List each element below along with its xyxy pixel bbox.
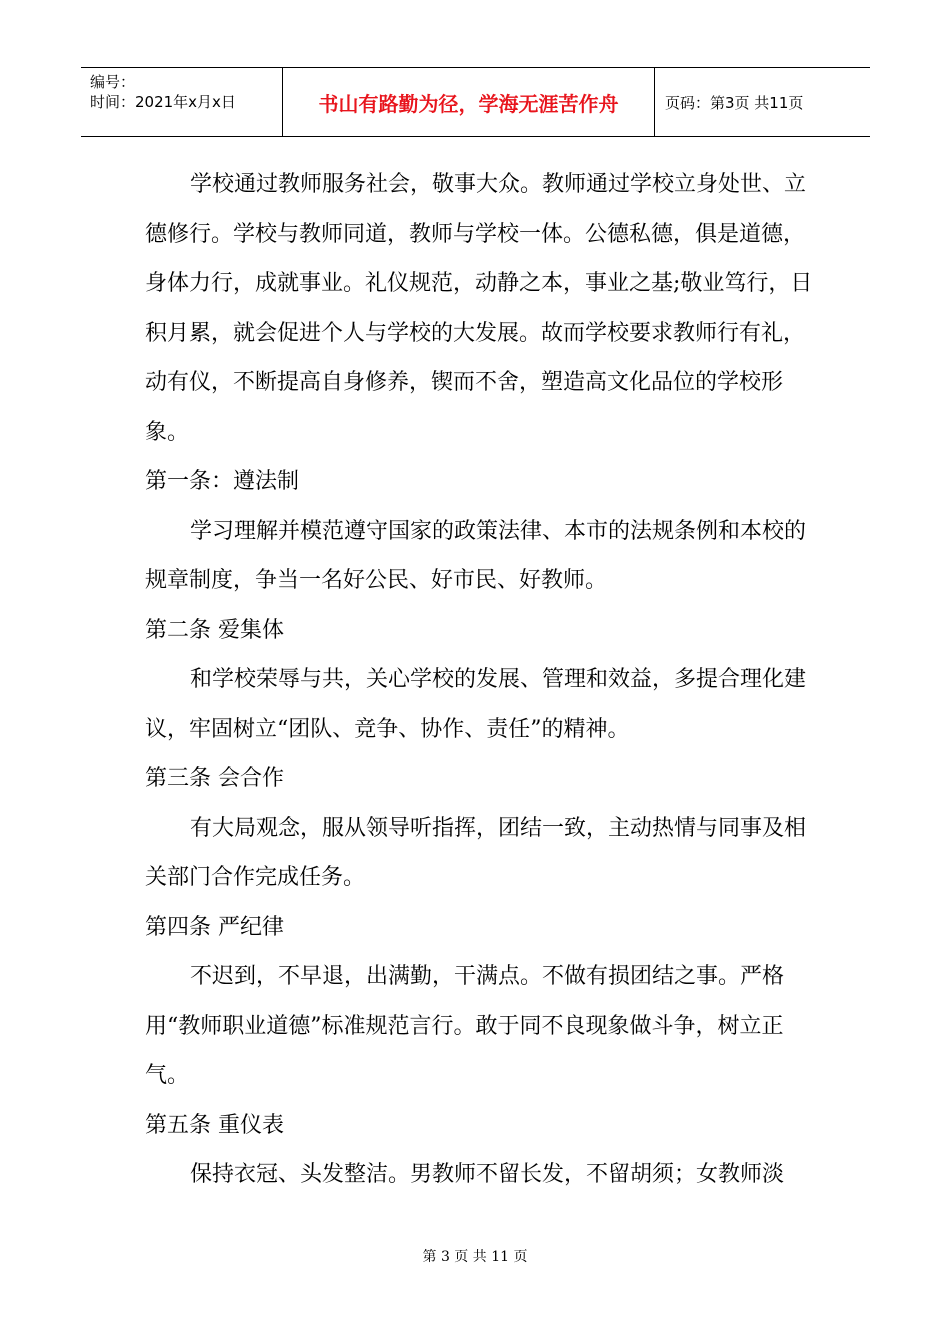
document-date: 时间：2021年x月x日 — [90, 93, 236, 111]
article-4-heading: 第四条 严纪律 — [145, 914, 284, 940]
intro-paragraph: 学校通过教师服务社会，敬事大众。教师通过学校立身处世、立德修行。学校与教师同道，教师与学校一体。公德私德，俱是道德，身体力行，成就事业。礼仪规范，动静之本，事业之基;敬业笃行，日积月累，就会促进个人与学校的大发展。故而学校要求教师行有礼，动有仪，不断提高自身修养，锲而不舍，塑造高文化品位的学校形象。 — [145, 172, 813, 445]
header-motto: 书山有路勤为径，学海无涯苦作舟 — [283, 68, 655, 136]
header-meta — [81, 68, 283, 136]
article-5-paragraph: 保持衣冠、头发整洁。男教师不留长发，不留胡须；女教师淡 — [190, 1162, 785, 1187]
page-header — [81, 67, 870, 137]
page-footer: 第 3 页 共 11 页 — [422, 1249, 528, 1265]
document-body — [145, 160, 815, 1200]
header-page-info: 页码：第3页 共11页 — [665, 93, 804, 112]
article-3-paragraph: 有大局观念，服从领导听指挥，团结一致，主动热情与同事及相关部门合作完成任务。 — [145, 815, 807, 890]
article-4-paragraph: 不迟到，不早退，出满勤，干满点。不做有损团结之事。严格用“教师职业道德”标准规范言行。敢于同不良现象做斗争，树立正气。 — [145, 964, 785, 1088]
article-3-heading: 第三条 会合作 — [145, 766, 284, 791]
article-5-heading: 第五条 重仪表 — [145, 1112, 284, 1138]
article-1-paragraph: 学习理解并模范遵守国家的政策法律、本市的法规条例和本校的规章制度，争当一名好公民、好市民、好教师。 — [145, 518, 807, 593]
article-2-heading: 第二条 爱集体 — [145, 617, 284, 643]
article-1-heading: 第一条：遵法制 — [145, 469, 300, 494]
document-number-label: 编号： — [90, 73, 136, 91]
article-2-paragraph: 和学校荣辱与共，关心学校的发展、管理和效益，多提合理化建议，牢固树立“团队、竞争、协作、责任”的精神。 — [145, 667, 807, 742]
